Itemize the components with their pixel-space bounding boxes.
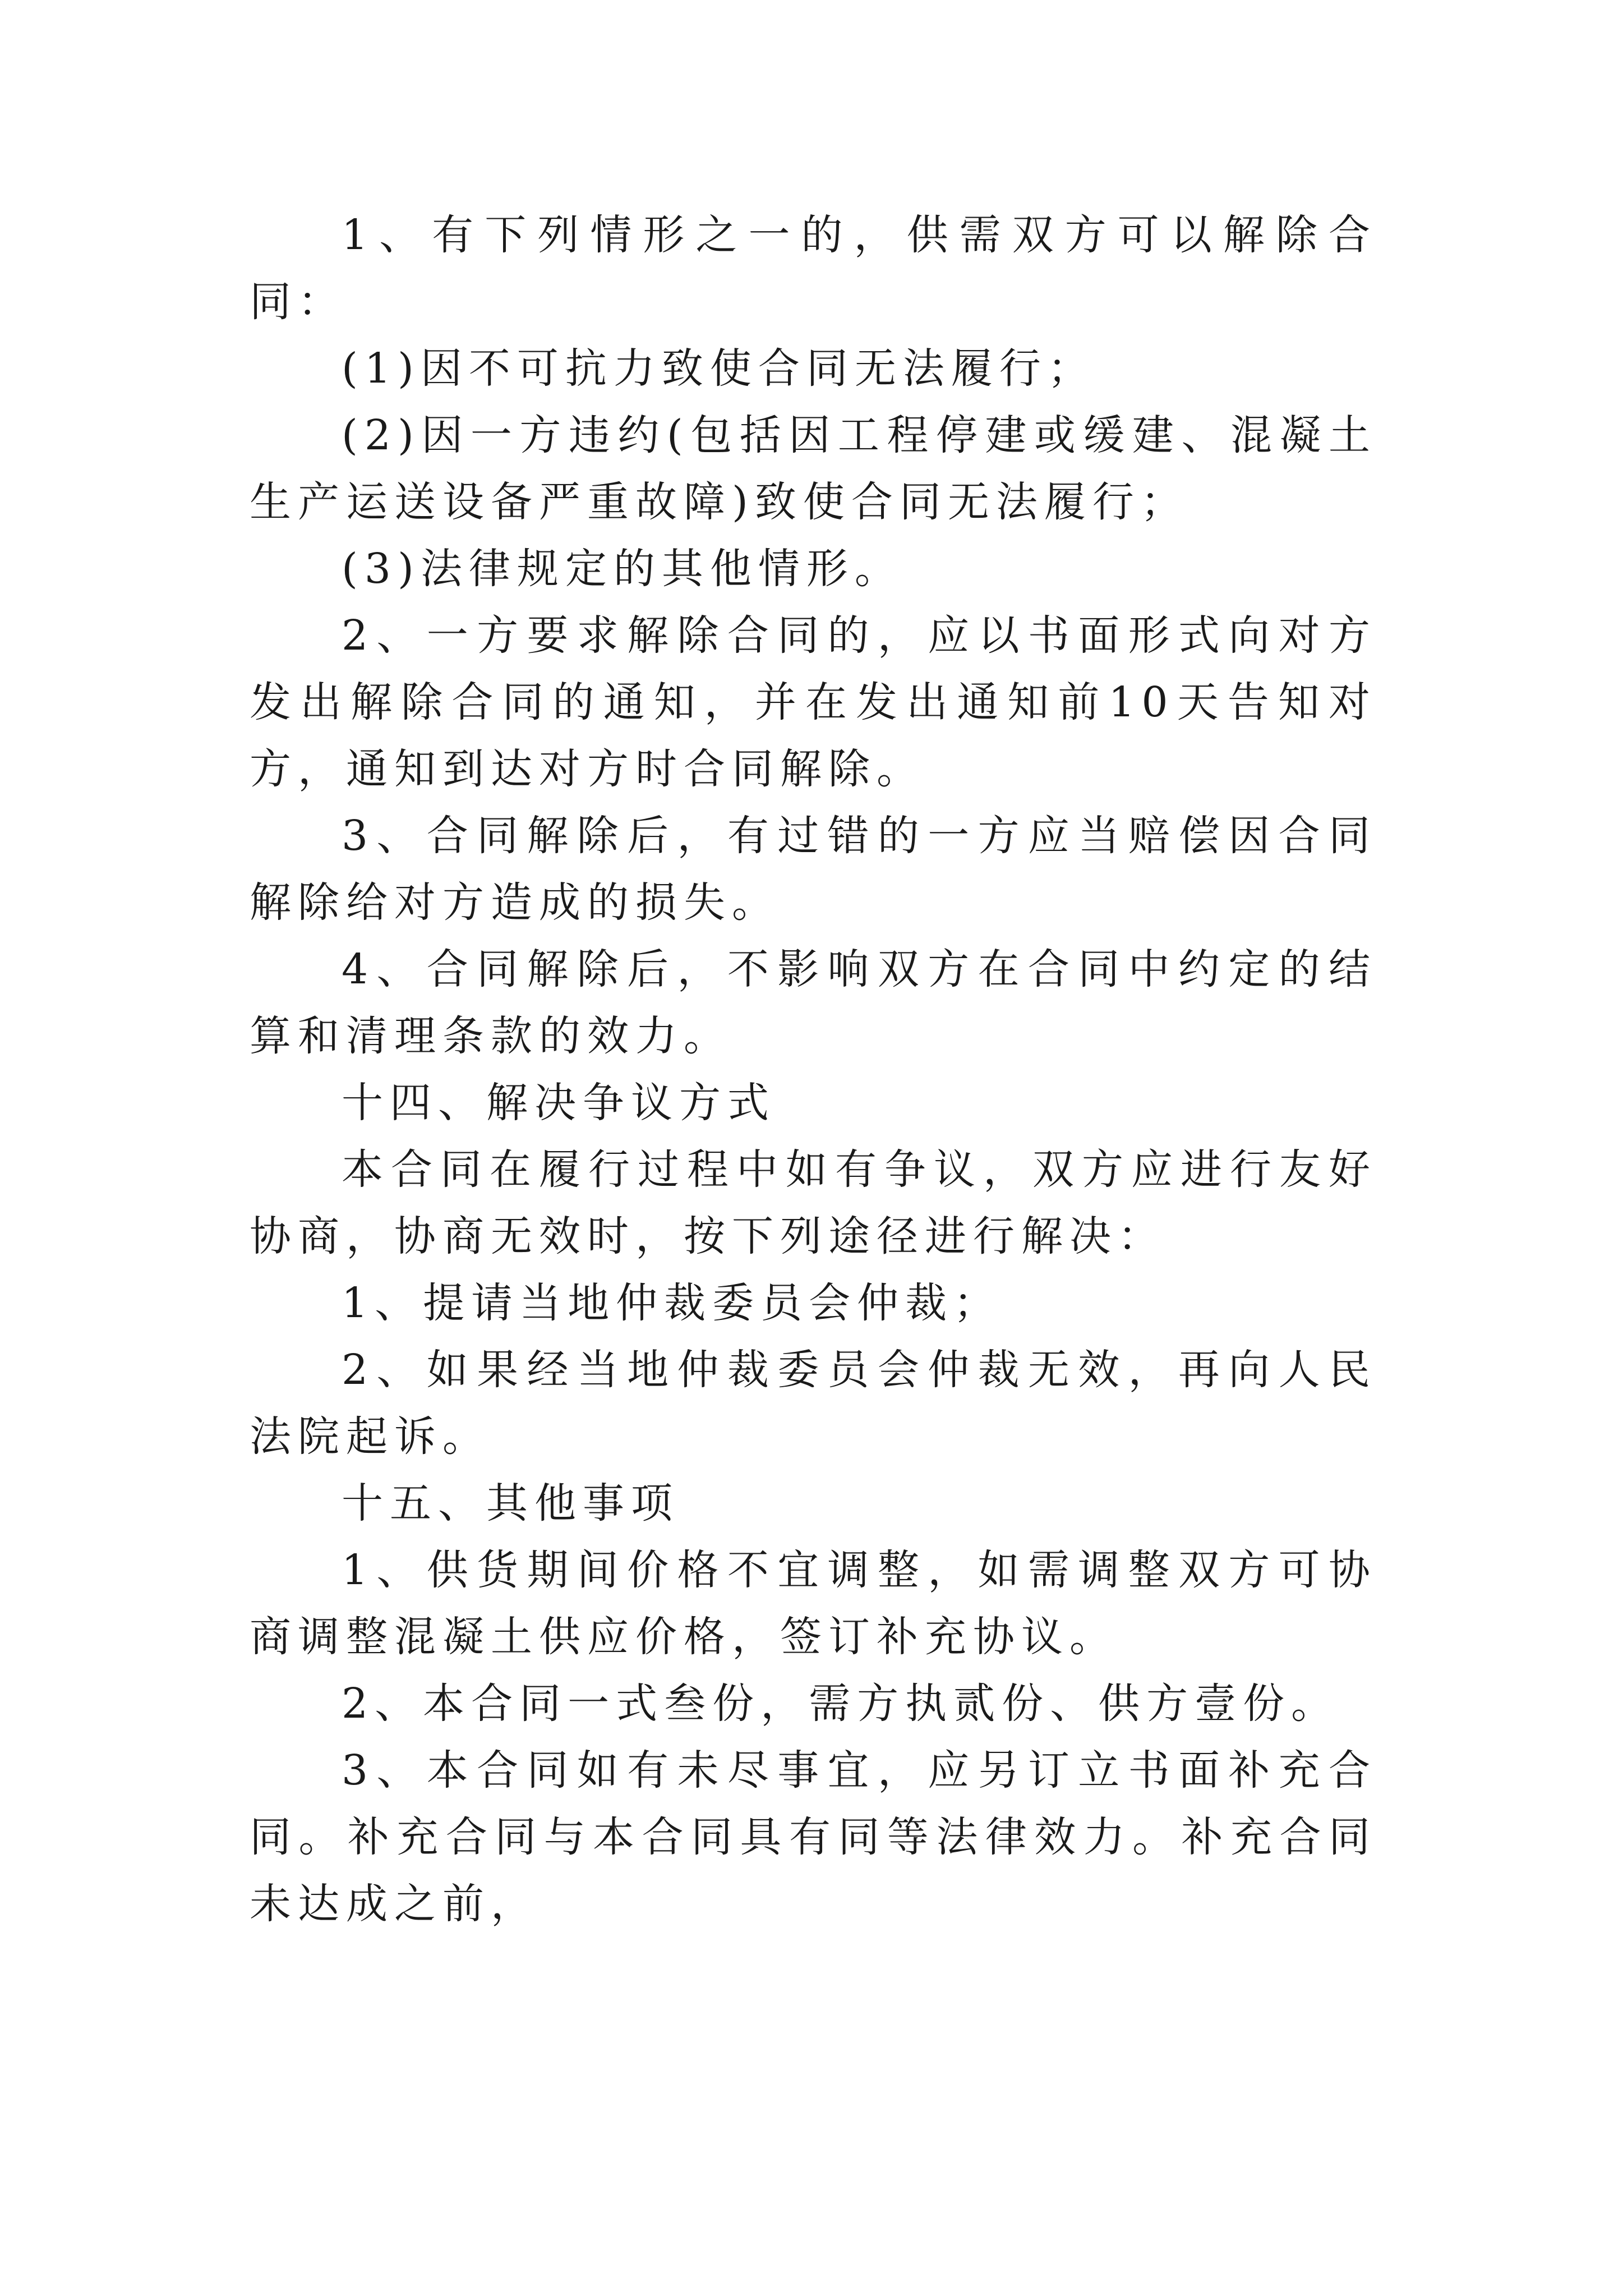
paragraph-arbitration: 1、提请当地仲裁委员会仲裁； [342,1279,1002,1327]
paragraph-copies: 2、本合同一式叁份，需方执贰份、供方壹份。 [342,1680,1340,1728]
paragraph-dispute-negotiation: 本合同在履行过程中如有争议，双方应进行友好协商，协商无效时，按下列途径进行解决： [250,1145,1377,1260]
paragraph-supplementary-contract: 3、本合同如有未尽事宜，应另订立书面补充合同。补充合同与本合同具有同等法律效力。补充合同未达成之前， [250,1746,1377,1928]
section-heading-dispute: 十四、解决争议方式 [342,1079,776,1127]
paragraph-termination-notice: 2、一方要求解除合同的，应以书面形式向对方发出解除合同的通知，并在发出通知前10天告知对方，通知到达对方时合同解除。 [250,611,1377,793]
paragraph-force-majeure: (1)因不可抗力致使合同无法履行； [342,344,1096,393]
paragraph-legal-other: (3)法律规定的其他情形。 [342,545,903,593]
paragraph-litigation: 2、如果经当地仲裁委员会仲裁无效，再向人民法院起诉。 [250,1346,1377,1461]
section-heading-other-matters: 十五、其他事项 [342,1479,679,1527]
document-body [250,202,1377,1938]
paragraph-settlement-clauses: 4、合同解除后，不影响双方在合同中约定的结算和清理条款的效力。 [250,945,1377,1060]
paragraph-termination-conditions: 1、有下列情形之一的，供需双方可以解除合同： [250,211,1377,326]
paragraph-breach: (2)因一方违约(包括因工程停建或缓建、混凝土生产运送设备严重故障)致使合同无法履行； [250,411,1377,526]
paragraph-price-adjustment: 1、供货期间价格不宜调整，如需调整双方可协商调整混凝土供应价格，签订补充协议。 [250,1546,1377,1661]
paragraph-compensation: 3、合同解除后，有过错的一方应当赔偿因合同解除给对方造成的损失。 [250,812,1377,927]
